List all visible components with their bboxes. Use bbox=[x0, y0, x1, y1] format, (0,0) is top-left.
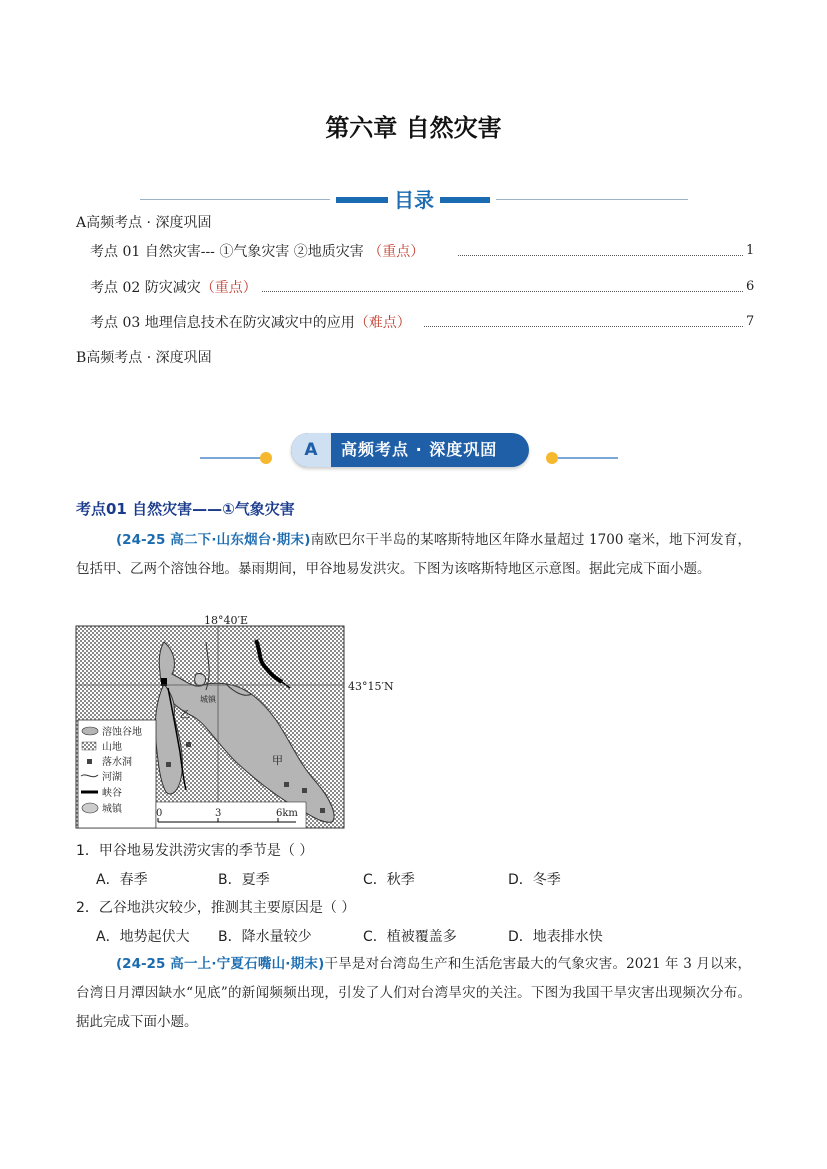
toc-page-3: 7 bbox=[746, 314, 755, 329]
legend-mountain-swatch bbox=[82, 742, 96, 750]
sinkhole-5 bbox=[166, 762, 171, 767]
toc-heading: 目录 bbox=[394, 188, 434, 212]
valley-jia-label: 甲 bbox=[272, 754, 283, 767]
q2-option-a[interactable]: A．地势起伏大 bbox=[96, 929, 190, 945]
q2-option-c[interactable]: C．植被覆盖多 bbox=[363, 929, 457, 945]
q2-option-b[interactable]: B．降水量较少 bbox=[218, 929, 312, 945]
karst-map-figure bbox=[76, 612, 394, 834]
toc-item-1-tag: （重点） bbox=[368, 244, 425, 260]
legend-label-1: 溶蚀谷地 bbox=[102, 727, 142, 738]
legend-label-4: 河湖 bbox=[102, 772, 122, 783]
banner-right-dot bbox=[546, 452, 558, 464]
q1-option-a[interactable]: A．春季 bbox=[96, 872, 148, 888]
section-a-banner bbox=[180, 430, 640, 470]
banner-letter: A bbox=[291, 433, 331, 467]
toc-page-2: 6 bbox=[746, 279, 755, 294]
q1-option-b[interactable]: B．夏季 bbox=[218, 872, 270, 888]
kaodian-title: 考点01 自然灾害——①气象灾害 bbox=[76, 500, 295, 518]
material-1 bbox=[76, 526, 751, 584]
q1-option-c[interactable]: C．秋季 bbox=[363, 872, 415, 888]
q1-option-d[interactable]: D．冬季 bbox=[508, 872, 561, 888]
page-title: 第六章 自然灾害 bbox=[325, 114, 502, 142]
sinkhole-1 bbox=[186, 742, 191, 747]
scale-label-6: 6km bbox=[276, 808, 298, 819]
toc-item-1-label: 考点 01 自然灾害--- ①气象灾害 ②地质灾害 bbox=[90, 244, 369, 260]
scale-label-3: 3 bbox=[215, 808, 222, 819]
legend-label-3: 落水洞 bbox=[102, 757, 132, 768]
legend-label-2: 山地 bbox=[102, 742, 122, 753]
legend-sinkhole-swatch bbox=[87, 759, 92, 764]
toc-dots-1 bbox=[458, 255, 743, 256]
karst-map bbox=[76, 612, 394, 834]
sinkhole-2 bbox=[284, 782, 289, 787]
toc-heading-bar bbox=[140, 186, 688, 216]
material-1-source: (24-25 高二下·山东烟台·期末) bbox=[116, 532, 311, 548]
legend-town-swatch bbox=[82, 803, 98, 813]
sinkhole-4 bbox=[320, 808, 325, 813]
legend-label-5: 峡谷 bbox=[102, 788, 122, 799]
scale-label-0: 0 bbox=[156, 808, 163, 819]
banner-right-line bbox=[558, 457, 618, 459]
town-blob bbox=[195, 674, 206, 686]
town-label: 城镇 bbox=[200, 695, 216, 704]
toc-section-b[interactable]: B高频考点 · 深度巩固 bbox=[76, 350, 212, 366]
material-2 bbox=[76, 950, 751, 1037]
sinkhole-3 bbox=[302, 788, 307, 793]
toc-page-1: 1 bbox=[746, 243, 755, 258]
toc-item-3[interactable] bbox=[90, 312, 411, 332]
material-1-text: 南欧巴尔干半岛的某喀斯特地区年降水量超过 1700 毫米，地下河发育，包括甲、乙两个溶蚀谷地。暴雨期间，甲谷地易发洪灾。下图为该喀斯特地区示意图。据此完成下面小题。 bbox=[76, 532, 751, 577]
q2-option-d[interactable]: D．地表排水快 bbox=[508, 929, 603, 945]
toc-section-a[interactable]: A高频考点 · 深度巩固 bbox=[76, 215, 212, 231]
toc-dots-2 bbox=[262, 291, 743, 292]
toc-item-3-tag: （难点） bbox=[354, 315, 411, 331]
legend-label-6: 城镇 bbox=[102, 804, 122, 815]
toc-item-2[interactable] bbox=[90, 277, 257, 297]
toc-item-2-label: 考点 02 防灾减灾 bbox=[90, 280, 201, 296]
banner-pill bbox=[291, 433, 529, 467]
toc-item-3-label: 考点 03 地理信息技术在防灾减灾中的应用 bbox=[90, 315, 355, 331]
question-2-stem: 2．乙谷地洪灾较少，推测其主要原因是（ ） bbox=[76, 900, 356, 916]
toc-item-2-tag: （重点） bbox=[200, 280, 257, 296]
latitude-label: 43°15′N bbox=[348, 680, 394, 693]
legend-valley-swatch bbox=[82, 727, 98, 735]
question-1-stem: 1．甲谷地易发洪涝灾害的季节是（ ） bbox=[76, 843, 314, 859]
banner-text: 高频考点 · 深度巩固 bbox=[341, 440, 498, 459]
longitude-label: 18°40′E bbox=[204, 614, 249, 627]
material-2-text: 干旱是对台湾岛生产和生活危害最大的气象灾害。2021 年 3 月以来，台湾日月潭因缺水“见底”的新闻频频出现，引发了人们对台湾旱灾的关注。下图为我国干旱灾害出现频次分布。据此完成下面小题。 bbox=[76, 956, 751, 1030]
toc-dots-3 bbox=[424, 326, 743, 327]
banner-left-dot bbox=[260, 452, 272, 464]
toc-item-1[interactable] bbox=[90, 241, 424, 261]
valley-yi-label: 乙 bbox=[180, 710, 190, 721]
material-2-source: (24-25 高一上·宁夏石嘴山·期末) bbox=[116, 956, 325, 972]
banner-left-line bbox=[200, 457, 262, 459]
